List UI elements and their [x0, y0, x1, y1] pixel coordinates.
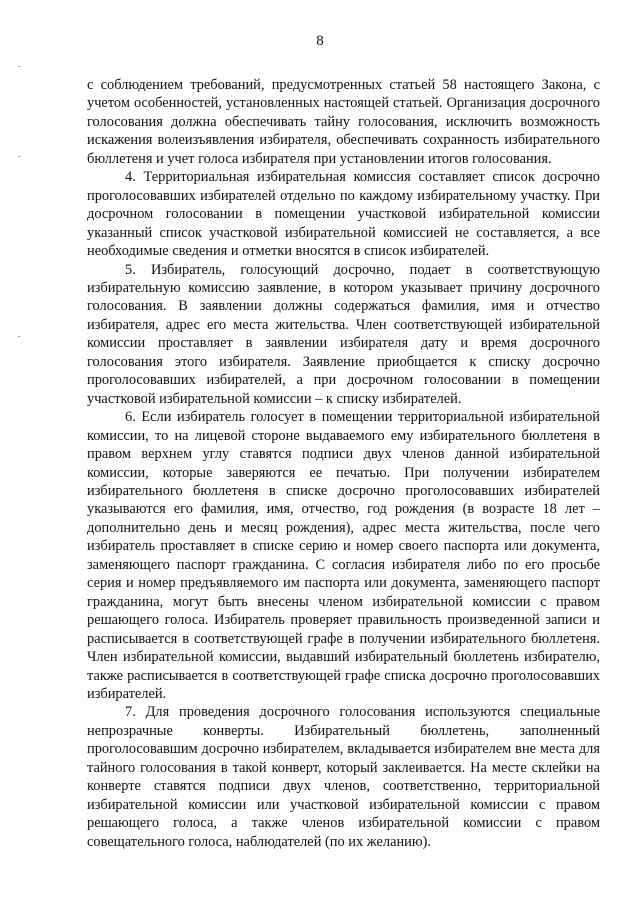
page-number: 8 [316, 33, 324, 49]
scan-artifact [18, 66, 20, 67]
paragraph-item-7: 7. Для проведения досрочного голосования используются специальные непрозрачные конверты. Избирательный бюллетень, заполненный проголосовавшим досрочно избирателем, вкладывается избирателем вне места для тайного голосования в такой конверт, который заклеивается. На месте склейки на конверте ставятся подписи двух членов, соответственно, территориальной избирательной комиссии или участковой избирательной комиссии с правом решающего голоса, а также членов избирательной комиссии с правом совещательного голоса, наблюдателей (по их желанию). [87, 704, 600, 850]
paragraph-item-6: 6. Если избиратель голосует в помещении территориальной избирательной комиссии, то на лицевой стороне выдаваемого ему избирательного бюллетеня в правом верхнем углу ставятся подписи двух членов данной избирательной комиссии, которые заверяются ее печатью. При получении избирателем избирательного бюллетеня в списке досрочно проголосовавших избирателей указываются его фамилия, имя, отчество, год рождения (в возрасте 18 лет – дополнительно день и месяц рождения), адрес места жительства, после чего избиратель проставляет в списке серию и номер своего паспорта или документа, заменяющего паспорт гражданина. С согласия избирателя либо по его просьбе серия и номер предъявляемого им паспорта или документа, заменяющего паспорт гражданина, могут быть внесены членом избирательной комиссии с правом решающего голоса. Избиратель проверяет правильность произведенной записи и расписывается в соответствующей графе в получении избирательного бюллетеня. Член избирательной комиссии, выдавший избирательный бюллетень избирателю, также расписывается в соответствующей графе списка досрочно проголосовавших избирателей. [87, 409, 600, 702]
paragraph-item-4: 4. Территориальная избирательная комиссия составляет список досрочно проголосовавших избирателей отдельно по каждому избирательному участку. При досрочном голосовании в помещении участковой избирательной комиссии указанный список участковой избирательной комиссией не составляется, а все необходимые сведения и отметки вносятся в список избирателей. [87, 169, 600, 260]
scan-artifact [18, 156, 20, 157]
scan-artifact [18, 336, 20, 337]
paragraph-continuation: с соблюдением требований, предусмотренных статьей 58 настоящего Закона, с учетом особенностей, установленных настоящей статьей. Организация досрочного голосования должна обеспечивать тайну голосования, исключить возможность искажения волеизъявления избирателя, обеспечивать сохранность избирательного бюллетеня и учет голоса избирателя при установлении итогов голосования. [87, 77, 600, 167]
paragraph-item-5: 5. Избиратель, голосующий досрочно, подает в соответствующую избирательную комиссию заявление, в котором указывает причину досрочного голосования. В заявлении должны содержаться фамилия, имя и отчество избирателя, адрес его места жительства. Член соответствующей избирательной комиссии проставляет в заявлении избирателя дату и время досрочного голосования этого избирателя. Заявление приобщается к списку досрочно проголосовавших избирателей, а при досрочном голосовании в помещении участковой избирательной комиссии – к списку избирателей. [87, 261, 600, 407]
document-body [87, 76, 600, 851]
